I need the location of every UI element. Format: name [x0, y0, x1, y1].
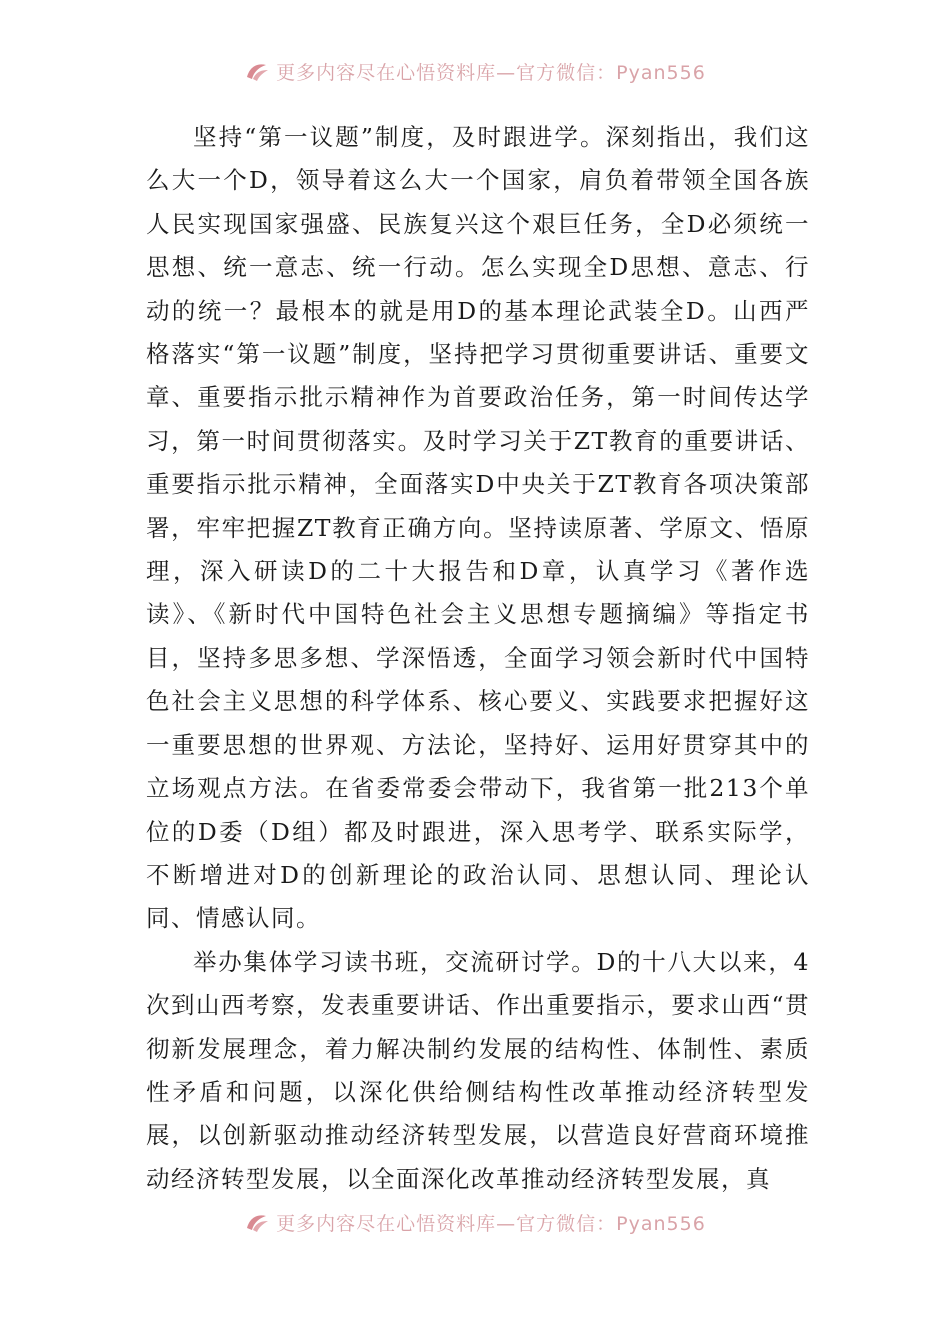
watermark-logo-icon	[244, 1211, 270, 1233]
watermark-logo-icon	[244, 60, 270, 82]
footer-watermark	[0, 1207, 950, 1237]
header-watermark	[0, 56, 950, 86]
watermark-text: 更多内容尽在心悟资料库—官方微信：Pyan556	[276, 1212, 706, 1235]
document-body	[146, 116, 810, 1201]
paragraph-2: 举办集体学习读书班，交流研讨学。D的十八大以来，4次到山西考察，发表重要讲话、作出重要指示，要求山西“贯彻新发展理念，着力解决制约发展的结构性、体制性、素质性矛盾和问题，以深化供给侧结构性改革推动经济转型发展，以创新驱动推动经济转型发展，以营造良好营商环境推动经济转型发展，以全面深化改革推动经济转型发展，真	[146, 947, 810, 1193]
watermark-text: 更多内容尽在心悟资料库—官方微信：Pyan556	[276, 61, 706, 84]
paragraph-1: 坚持“第一议题”制度，及时跟进学。深刻指出，我们这么大一个D，领导着这么大一个国家，肩负着带领全国各族人民实现国家强盛、民族复兴这个艰巨任务，全D必须统一思想、统一意志、统一行动。怎么实现全D思想、意志、行动的统一？最根本的就是用D的基本理论武装全D。山西严格落实“第一议题”制度，坚持把学习贯彻重要讲话、重要文章、重要指示批示精神作为首要政治任务，第一时间传达学习，第一时间贯彻落实。及时学习关于ZT教育的重要讲话、重要指示批示精神，全面落实D中央关于ZT教育各项决策部署，牢牢把握ZT教育正确方向。坚持读原著、学原文、悟原理，深入研读D的二十大报告和D章，认真学习《著作选读》、《新时代中国特色社会主义思想专题摘编》等指定书目，坚持多思多想、学深悟透，全面学习领会新时代中国特色社会主义思想的科学体系、核心要义、实践要求把握好这一重要思想的世界观、方法论，坚持好、运用好贯穿其中的立场观点方法。在省委常委会带动下，我省第一批213个单位的D委（D组）都及时跟进，深入思考学、联系实际学，不断增进对D的创新理论的政治认同、思想认同、理论认同、情感认同。	[146, 123, 810, 933]
